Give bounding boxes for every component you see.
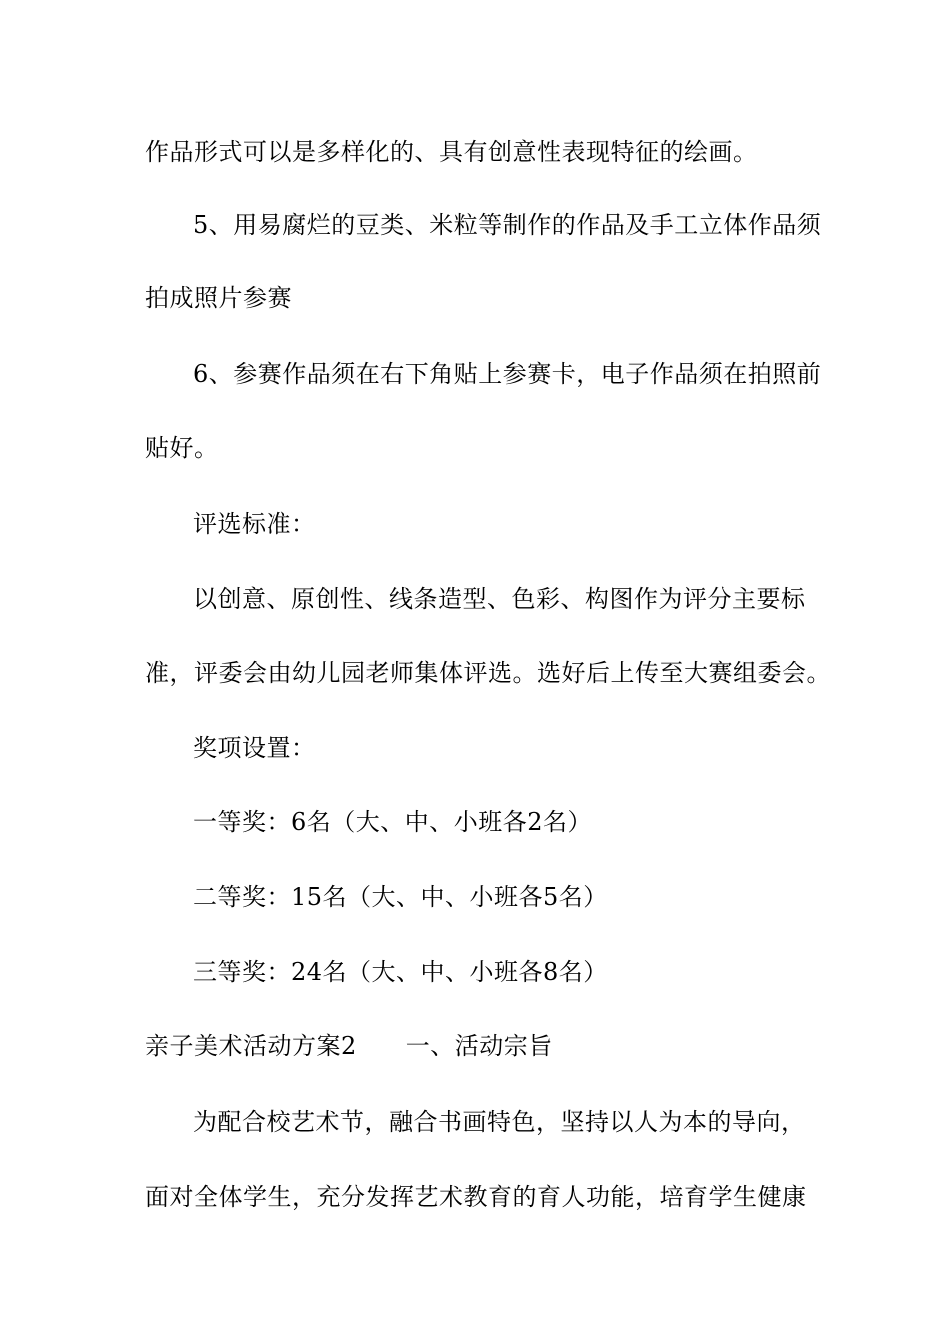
section-heading: 奖项设置：: [193, 734, 316, 762]
paragraph-line: 作品形式可以是多样化的、具有创意性表现特征的绘画。: [145, 138, 758, 166]
award-line: 一等奖：6名（大、中、小班各2名）: [193, 808, 593, 836]
document-heading: 亲子美术活动方案2 一、活动宗旨: [145, 1032, 553, 1060]
paragraph-line: 拍成照片参赛: [145, 284, 292, 312]
paragraph-line: 准，评委会由幼儿园老师集体评选。选好后上传至大赛组委会。: [145, 659, 831, 687]
section-heading: 评选标准：: [193, 510, 316, 538]
paragraph-line: 贴好。: [145, 434, 219, 462]
paragraph-line: 面对全体学生，充分发挥艺术教育的育人功能，培育学生健康: [145, 1183, 807, 1211]
award-line: 二等奖：15名（大、中、小班各5名）: [193, 883, 608, 911]
paragraph-line: 6、参赛作品须在右下角贴上参赛卡，电子作品须在拍照前: [193, 360, 822, 388]
paragraph-line: 以创意、原创性、线条造型、色彩、构图作为评分主要标: [193, 585, 806, 613]
award-line: 三等奖：24名（大、中、小班各8名）: [193, 958, 608, 986]
paragraph-line: 为配合校艺术节，融合书画特色，坚持以人为本的导向，: [193, 1108, 806, 1136]
paragraph-line: 5、用易腐烂的豆类、米粒等制作的作品及手工立体作品须: [193, 211, 822, 239]
